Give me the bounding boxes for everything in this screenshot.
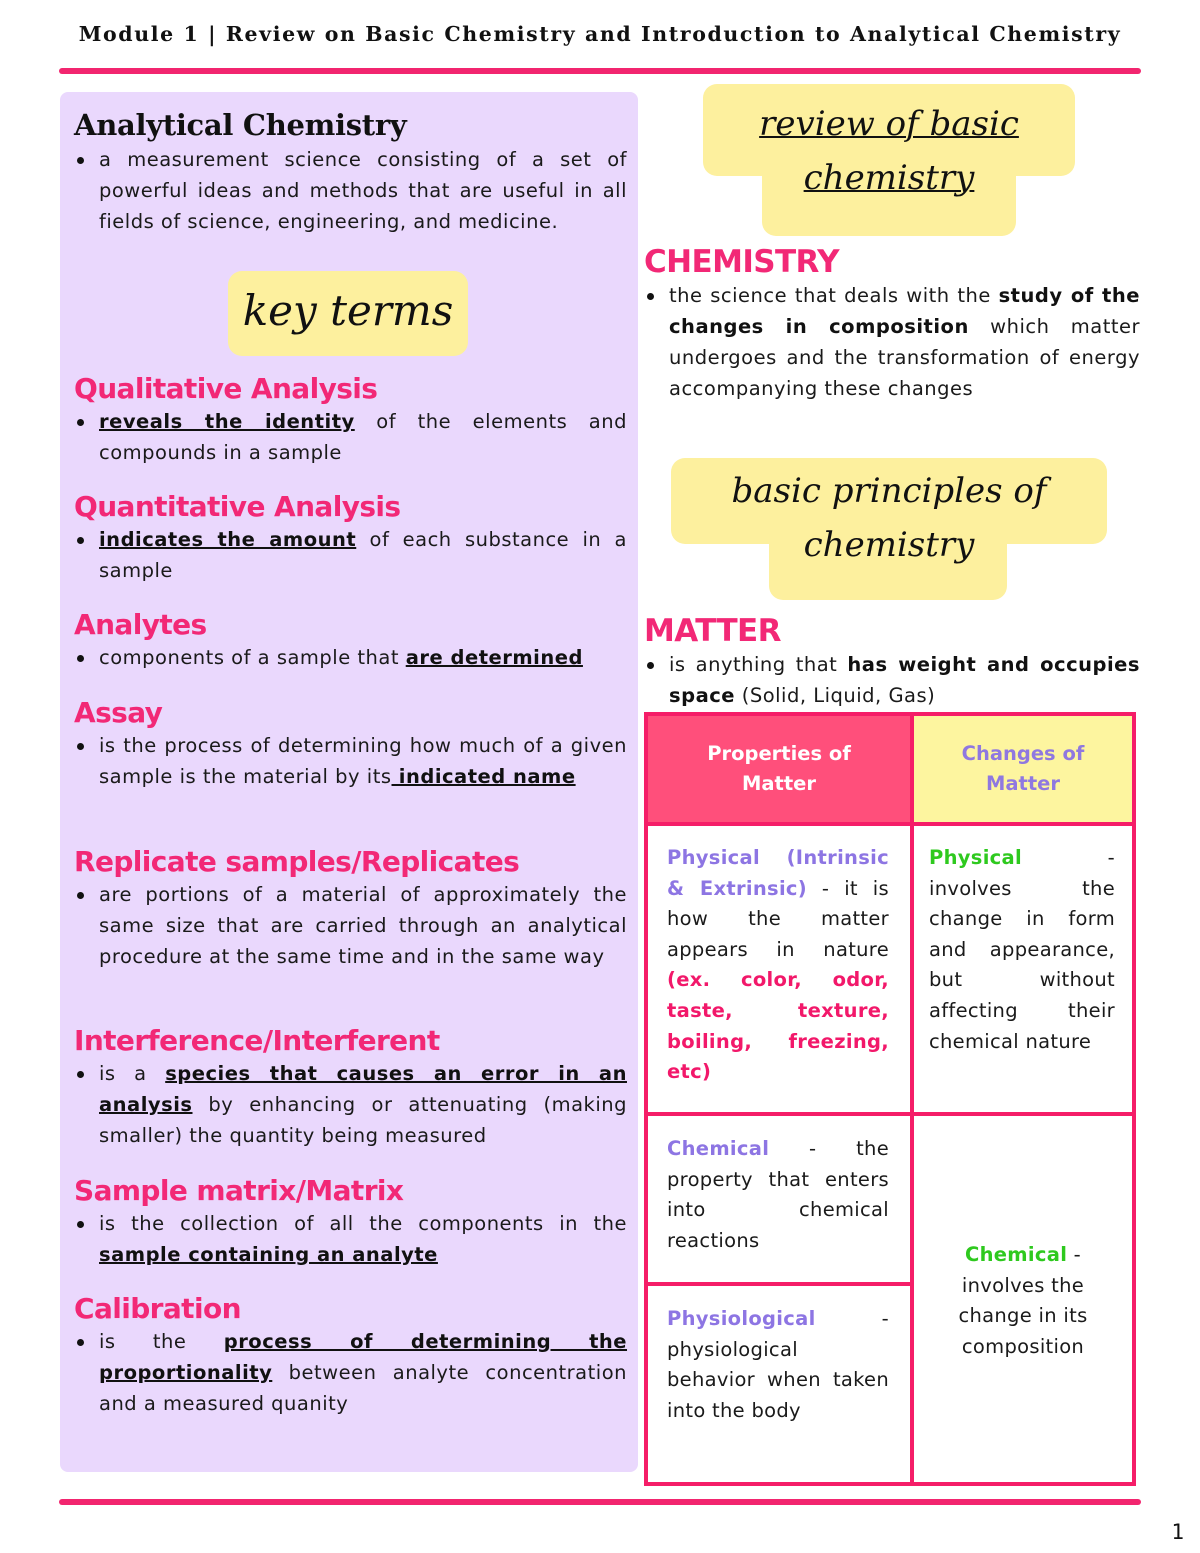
term-definition-quantitative: indicates the amount of each substance in a sample (74, 524, 627, 586)
section-heading-chemistry: CHEMISTRY (644, 244, 839, 280)
term-definition-interference: is a species that causes an error in an analysis by enhancing or attenuating (making smaller) the quantity being measured (74, 1058, 627, 1151)
footer-divider (59, 1499, 1141, 1505)
page-header-title: Module 1 | Review on Basic Chemistry and Introduction to Analytical Chemistry (78, 22, 1122, 46)
change-chemical: Chemical - involves the change in its composition (958, 1243, 1088, 1358)
term-heading-calibration: Calibration (74, 1292, 241, 1325)
chemistry-definition: the science that deals with the study of the changes in composition which matter undergoes and the transformation of energy accompanying these changes (644, 280, 1140, 404)
term-definition-sample-matrix: is the collection of all the components in the sample containing an analyte (74, 1208, 627, 1270)
section-title-analytical-chemistry: Analytical Chemistry (74, 108, 407, 142)
table-row-divider-1 (648, 1112, 1132, 1116)
term-definition-analytes: components of a sample that are determined (74, 642, 627, 673)
matter-definition: is anything that has weight and occupies space (Solid, Liquid, Gas) (644, 649, 1140, 711)
table-row-divider-2 (648, 1282, 910, 1286)
table-header-properties: Properties of Matter (648, 716, 910, 822)
term-definition-calibration: is the process of determining the proportionality between analyte concentration and a measured quanity (74, 1326, 627, 1419)
basic-principles-label: basic principles of chemistry (731, 471, 1047, 565)
term-heading-sample-matrix: Sample matrix/Matrix (74, 1174, 404, 1207)
term-heading-assay: Assay (74, 696, 163, 729)
page-number: 1 (1171, 1520, 1184, 1544)
section-heading-matter: MATTER (644, 613, 781, 649)
term-heading-qualitative: Qualitative Analysis (74, 372, 378, 405)
change-physical: Physical - involves the change in form and appearance, but without affecting their chemical nature (929, 846, 1115, 1053)
property-physical: Physical (Intrinsic & Extrinsic) - it is how the matter appears in nature (ex. color, odor, taste, texture, boiling, freezing, etc) (667, 846, 889, 1084)
table-header-divider (648, 822, 1132, 826)
matter-table (644, 712, 1136, 1486)
property-physiological: Physiological - physiological behavior when taken into the body (667, 1307, 889, 1422)
term-heading-analytes: Analytes (74, 608, 207, 641)
header-divider (59, 68, 1141, 74)
term-heading-quantitative: Quantitative Analysis (74, 490, 401, 523)
review-basic-chemistry-label: review of basic chemistry (759, 104, 1019, 198)
term-definition-qualitative: reveals the identity of the elements and compounds in a sample (74, 406, 627, 468)
table-column-divider (910, 716, 914, 1482)
property-chemical: Chemical - the property that enters into chemical reactions (667, 1137, 889, 1252)
analytical-chemistry-definition: a measurement science consisting of a set of powerful ideas and methods that are useful in all fields of science, engineering, and medicine. (74, 144, 627, 237)
key-terms-panel (60, 92, 638, 1472)
term-heading-replicates: Replicate samples/Replicates (74, 845, 520, 878)
table-header-changes: Changes of Matter (914, 716, 1132, 822)
key-terms-label: key terms (242, 286, 454, 335)
term-definition-assay: is the process of determining how much of a given sample is the material by its indicated name (74, 730, 627, 792)
key-terms-label-box (228, 271, 468, 356)
term-definition-replicates: are portions of a material of approximately the same size that are carried through an analytical procedure at the same time and in the same way (74, 879, 627, 972)
term-heading-interference: Interference/Interferent (74, 1024, 440, 1057)
